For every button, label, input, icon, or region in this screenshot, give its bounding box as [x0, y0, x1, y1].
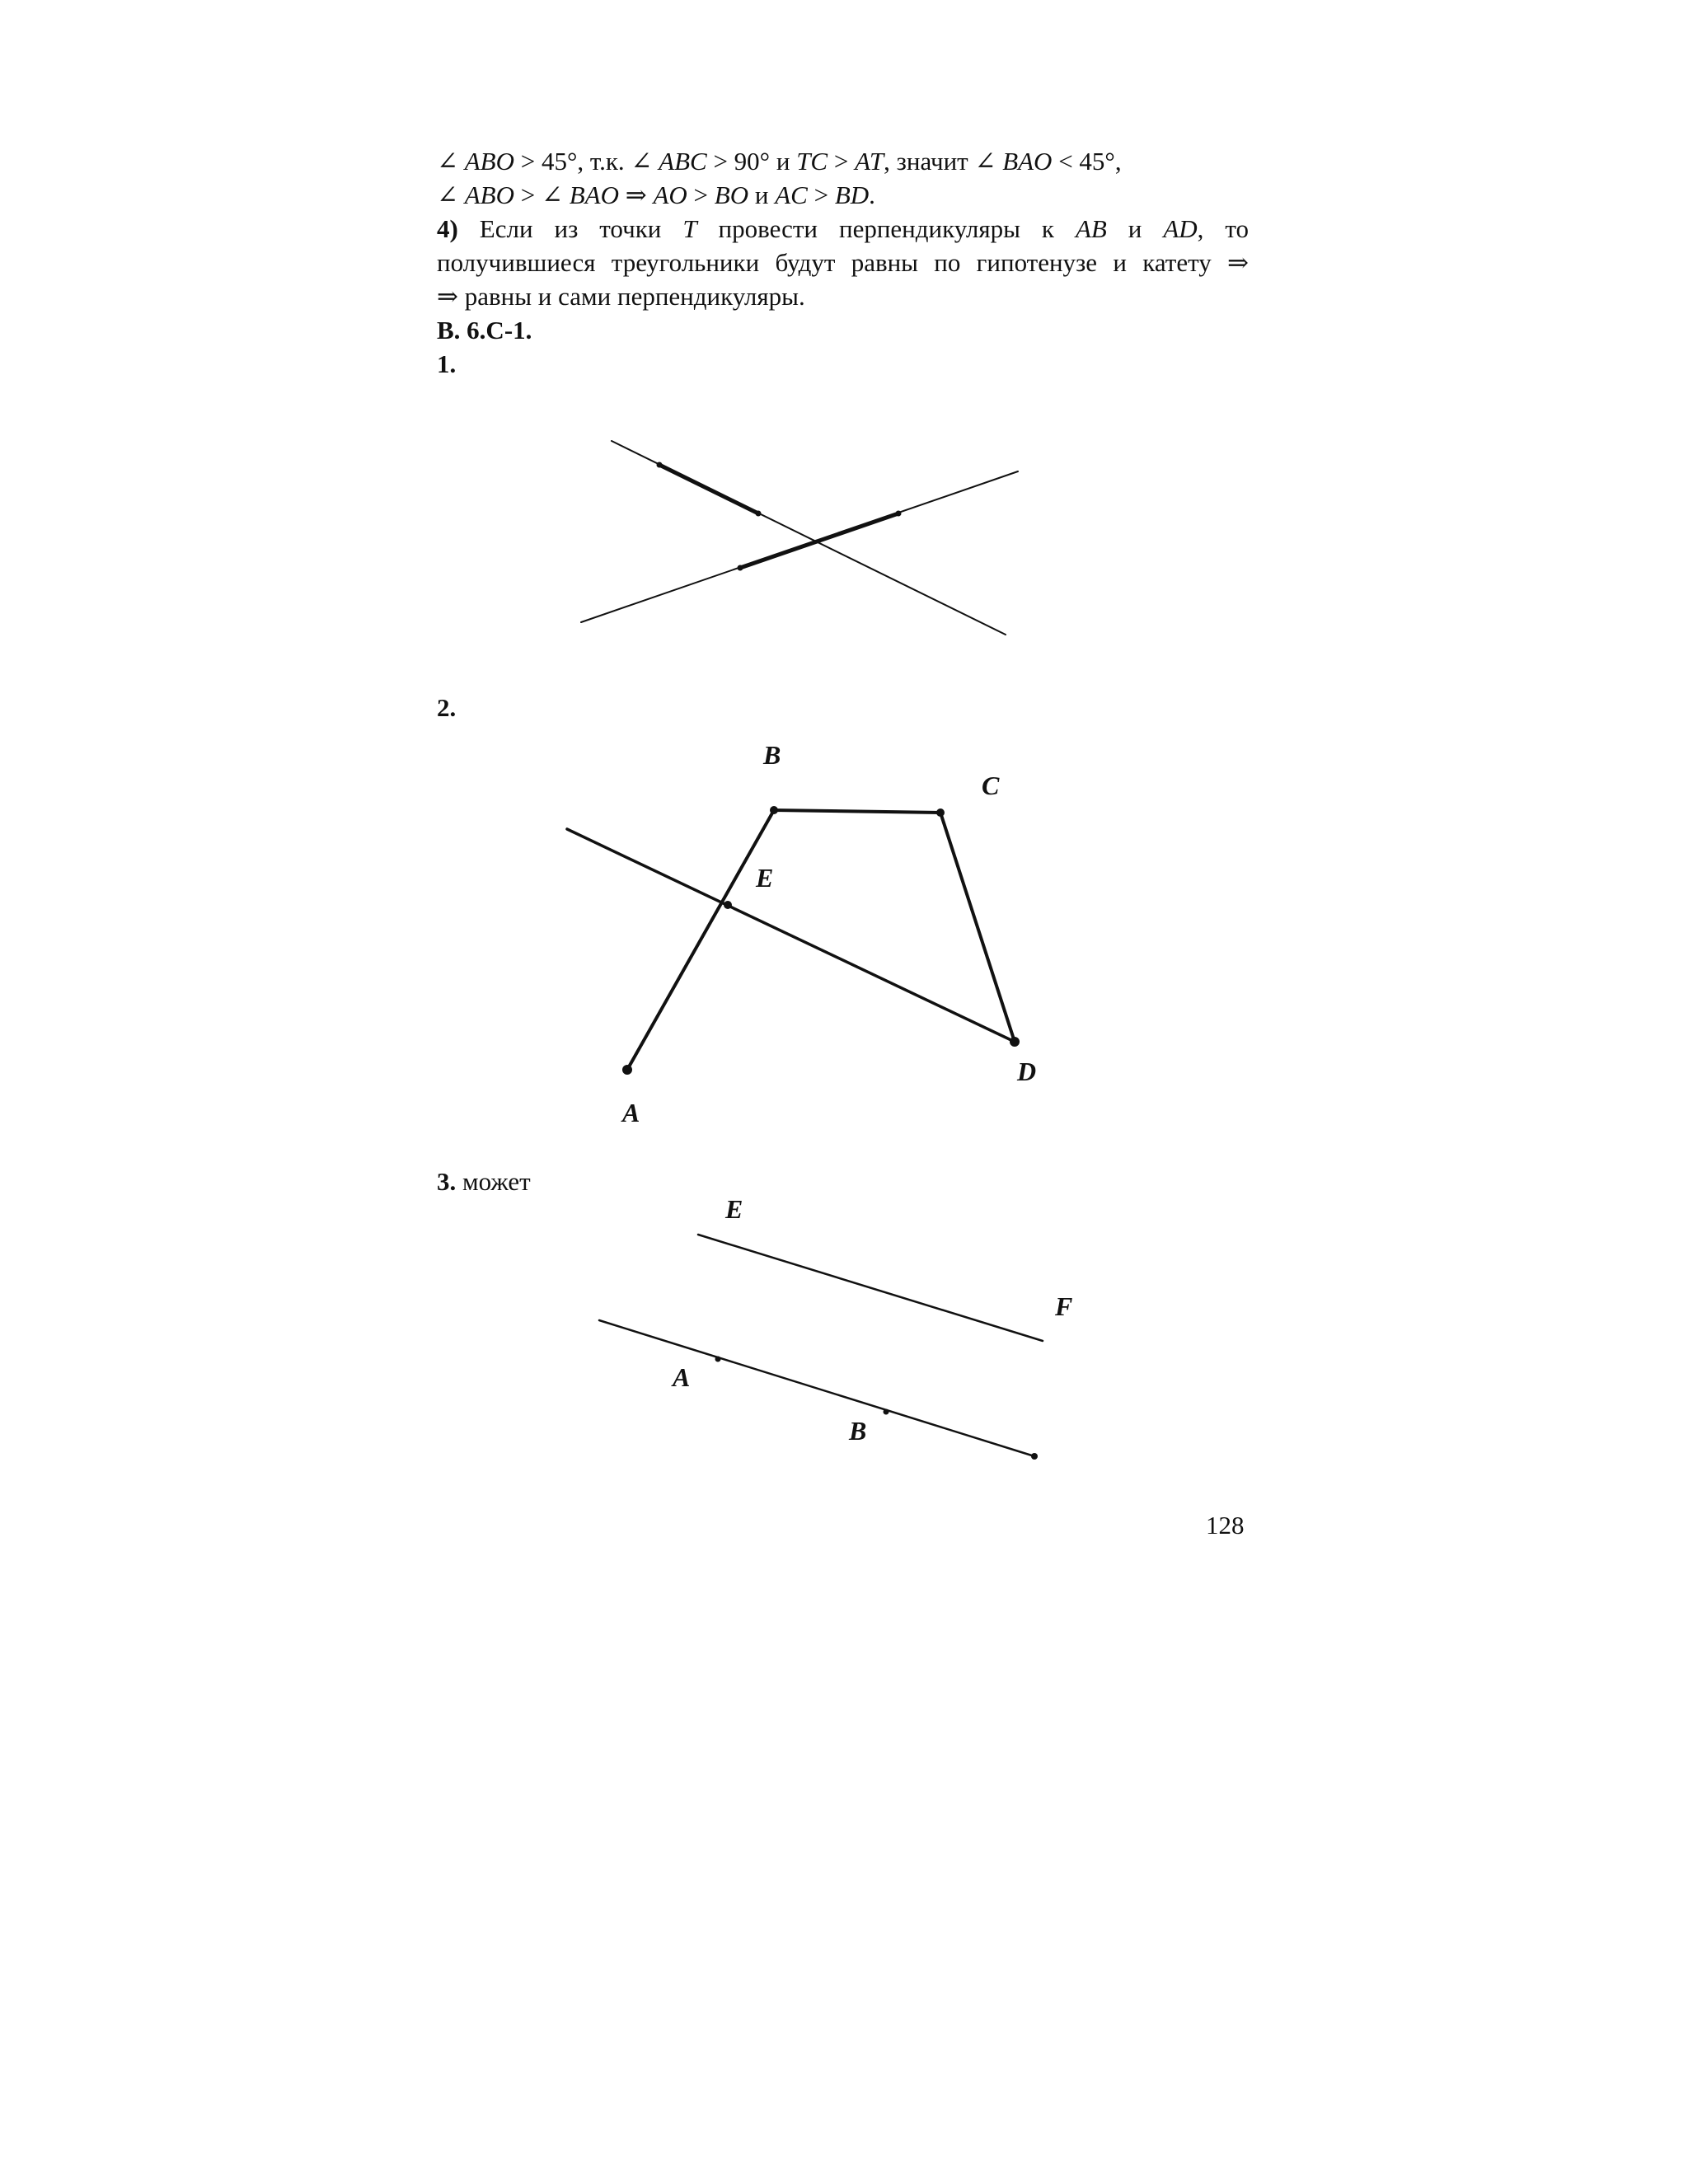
item-number: 3.	[437, 1167, 457, 1196]
text-run: , то	[1197, 214, 1250, 243]
math-var: BAO	[569, 180, 619, 209]
math-var: BD	[834, 180, 870, 209]
label-b: B	[763, 740, 781, 770]
text-run: > ∠	[514, 180, 570, 209]
text-run: > 90° и	[706, 147, 797, 176]
line-ab	[599, 1320, 1034, 1456]
point-c	[936, 808, 945, 817]
angle-symbol: ∠	[437, 147, 465, 176]
section-heading: В. 6.С-1.	[437, 316, 532, 344]
text-line-1	[437, 144, 1249, 178]
point-a	[622, 1065, 632, 1075]
math-var: AD	[1163, 214, 1198, 243]
point	[756, 511, 762, 517]
point-b	[770, 806, 778, 814]
text-line-5: ⇒ равны и сами перпендикуляры.	[437, 282, 805, 311]
text-run: провести перпендикуляры к	[696, 214, 1076, 243]
text-line-4: получившиеся треугольники будут равны по гипотенузе и катету ⇒	[437, 248, 1249, 277]
figure-2-quadrilateral	[544, 725, 1104, 1154]
point	[738, 565, 743, 571]
figure-3-parallel-lines	[577, 1179, 1121, 1483]
page-number: 128	[1206, 1511, 1245, 1540]
label-c: C	[982, 771, 1000, 800]
text-run: < 45°,	[1052, 147, 1122, 176]
point-end	[1031, 1453, 1038, 1460]
text-run: > 45°, т.к. ∠	[514, 147, 659, 176]
text-run: .	[869, 180, 875, 209]
point	[896, 511, 902, 517]
label-d: D	[1017, 1057, 1037, 1086]
figure-1-crossing-lines	[569, 420, 1063, 668]
label-e: E	[725, 1194, 743, 1224]
point-b	[884, 1409, 889, 1415]
segment-1-bold	[659, 465, 758, 513]
quadrilateral-abcd	[627, 810, 1015, 1070]
label-a: A	[673, 1362, 691, 1392]
math-var: AO	[653, 180, 687, 209]
math-var: BO	[714, 180, 749, 209]
text-run: , значит ∠	[884, 147, 1003, 176]
label-f: F	[1055, 1291, 1073, 1321]
item-number: 4)	[437, 214, 458, 243]
point-a	[715, 1357, 721, 1362]
line-de	[567, 829, 1015, 1042]
segment-2-bold	[740, 513, 898, 568]
text-line-2	[437, 178, 1249, 212]
item-2-number: 2.	[437, 693, 457, 722]
math-var: AT	[855, 147, 884, 176]
text-run: >	[828, 147, 856, 176]
text-line-3	[437, 212, 1249, 246]
math-var: ABC	[659, 147, 707, 176]
text-run: >	[807, 180, 835, 209]
text-run: >	[687, 180, 715, 209]
text-run: Если из точки	[457, 214, 683, 243]
implies-symbol: ⇒	[618, 180, 654, 209]
math-var: AB	[1075, 214, 1107, 243]
math-var: T	[682, 214, 697, 243]
label-a: A	[622, 1098, 640, 1127]
point	[657, 462, 663, 468]
point-e	[724, 901, 732, 909]
text-run: и	[748, 180, 776, 209]
math-var: BAO	[1002, 147, 1053, 176]
text-run: может	[456, 1167, 531, 1196]
label-b: B	[849, 1416, 867, 1446]
math-var: AC	[775, 180, 808, 209]
line-ef	[698, 1235, 1043, 1341]
math-var: TC	[796, 147, 828, 176]
angle-symbol: ∠	[437, 180, 465, 209]
point-d	[1010, 1037, 1020, 1047]
math-var: ABO	[464, 180, 514, 209]
text-run: и	[1106, 214, 1164, 243]
item-1-number: 1.	[437, 349, 457, 378]
label-e: E	[756, 863, 774, 893]
math-var: ABO	[464, 147, 514, 176]
